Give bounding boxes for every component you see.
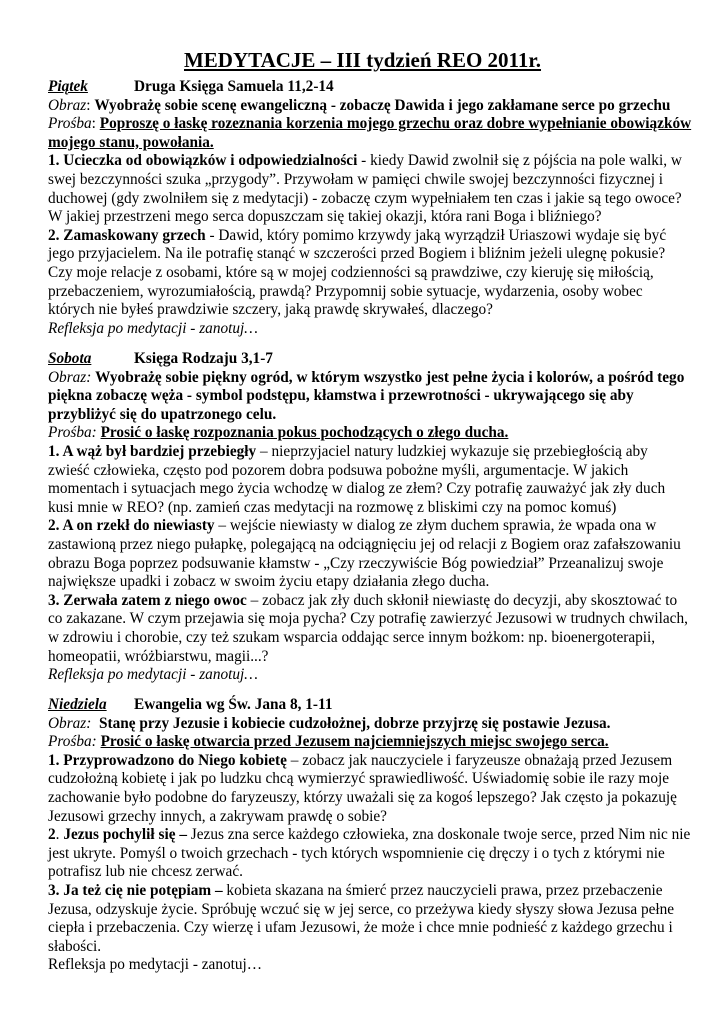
obraz-label: Obraz: — [48, 714, 92, 732]
prosba-label: Prośba — [48, 115, 92, 133]
obraz-separator: : — [86, 96, 95, 114]
reading-reference: Druga Księga Samuela 11,2-14 — [134, 78, 334, 95]
refleksja-note: Refleksja po medytacji - zanotuj… — [48, 319, 258, 337]
point-separator: . — [55, 826, 64, 844]
point-lead: 1. A wąż był bardziej przebiegły — [48, 442, 257, 460]
prosba-text: Poproszę o łaskę rozeznania korzenia mojego grzechu oraz dobre wypełnianie obowiązków mojego stanu, powołania. — [48, 115, 692, 151]
day-section-sobota — [48, 350, 693, 685]
obraz-line — [48, 715, 693, 734]
point-lead: 2 — [48, 826, 56, 844]
meditation-point — [48, 826, 693, 882]
day-header — [48, 78, 693, 97]
prosba-label: Prośba: — [48, 424, 97, 442]
day-header — [48, 350, 693, 369]
prosba-label: Prośba: — [48, 733, 97, 751]
obraz-label: Obraz: — [48, 368, 92, 386]
meditation-point — [48, 227, 693, 320]
reading-reference: Ewangelia wg Św. Jana 8, 1-11 — [134, 696, 333, 713]
prosba-line — [48, 733, 693, 752]
point-lead: 3. Zerwała zatem z niego owoc — [48, 591, 247, 609]
obraz-text: Wyobrażę sobie scenę ewangeliczną - zobaczę Dawida i jego zakłamane serce po grzechu — [94, 96, 671, 114]
prosba-text: Prosić o łaskę rozpoznania pokus pochodzących o złego ducha. — [100, 424, 509, 442]
day-section-niedziela — [48, 696, 693, 975]
point-lead: 1. Przyprowadzono do Niego kobietę — [48, 751, 287, 769]
meditation-point — [48, 443, 693, 517]
point-text: Jezus zna serce każdego człowieka, zna doskonale twoje serce, przed Nim nic nie jest ukryte. Pomyśl o twoich grzechach - tych których wspomnienie cię dręczy i o tych z którymi nie potrafisz lub nie chcesz zerwać. — [48, 826, 691, 881]
obraz-line — [48, 369, 693, 425]
meditation-point — [48, 592, 693, 666]
prosba-line — [48, 115, 693, 152]
obraz-separator — [91, 715, 99, 732]
prosba-line — [48, 424, 693, 443]
meditation-point — [48, 882, 693, 956]
point-lead: 3. Ja też cię nie potępiam – — [48, 881, 223, 899]
prosba-text: Prosić o łaskę otwarcia przed Jezusem najciemniejszych miejsc swojego serca. — [100, 733, 609, 751]
day-name: Piątek — [48, 78, 88, 95]
point-text: - Dawid, który pomimo krzywdy jaką wyrządził Uriaszowi wydaje się być jego przyjacielem. Na ile potrafię stanąć w szczerości przed Bogiem i bliźnim jeżeli ulegnę pokusie? Czy moje relacje z osobami, które są w mojej codzienności są prawdziwe, czy kieruję się miłością, przebaczeniem, wyrozumiałością, prawdą? Przypomnij sobie sytuacje, wydarzenia, osoby wobec których nie byłeś prawdziwie szczery, jaką prawdę skrywałeś, dlaczego? — [48, 226, 667, 319]
day-name: Sobota — [48, 350, 92, 367]
point-lead: 2. Zamaskowany grzech — [48, 226, 206, 244]
obraz-line — [48, 97, 693, 116]
point-text: – wejście niewiasty w dialog ze złym duchem sprawia, że wpada ona w zastawioną przez niego pułapkę, polegającą na odciągnięciu jej od relacji z Bogiem oraz zafałszowaniu obrazu Boga poprzez podsuwanie kłamstw - „Czy rzeczywiście Bóg powiedział” Przeanalizuj swoje największe upadki i zobacz w swoim życiu etapy działania złego ducha. — [48, 517, 681, 591]
day-name: Niedziela — [48, 696, 107, 713]
obraz-text: Wyobrażę sobie piękny ogród, w którym wszystko jest pełne życia i kolorów, a pośród tego piękna zobaczę węża - symbol podstępu, kłamstwa i przewrotności - ukrywającego się aby przybliżyć się do upatrzonego celu. — [48, 368, 685, 423]
meditation-point — [48, 752, 693, 826]
meditation-point — [48, 517, 693, 591]
page-title: MEDYTACJE – III tydzień REO 2011r. — [183, 48, 542, 72]
point-lead-text: Jezus pochylił się – — [63, 826, 187, 844]
reading-reference: Księga Rodzaju 3,1-7 — [134, 350, 273, 367]
refleksja-note: Refleksja po medytacji - zanotuj… — [48, 666, 258, 684]
day-header — [48, 696, 693, 715]
refleksja-note: Refleksja po medytacji - zanotuj… — [48, 956, 263, 974]
point-text: – zobacz jak nauczyciele i faryzeusze obnażają przed Jezusem cudzołożną kobietę i jak po ludzku chcą wymierzyć sprawiedliwość. Uświadomię sobie ile razy moje zachowanie było podobne do faryzeuszy, którzy uważali się za kogoś lepszego? Jak często ja pokazuję Jezusowi grzechy innych, a zakrywam prawdę o sobie? — [48, 751, 677, 825]
point-text: kobieta skazana na śmierć przez nauczycieli prawa, przez przebaczenie Jezusa, odzyskuje życie. Spróbuję wczuć się w jej serce, co przeżywa kiedy słyszy słowa Jezusa pełne ciepła i przebaczenia. Czy wierzę i ufam Jezusowi, że może i chce mnie podnieść z każdego grzechu i słabości. — [48, 881, 675, 955]
day-section-piatek — [48, 78, 693, 338]
point-lead: 1. Ucieczka od obowiązków i odpowiedzialności — [48, 152, 358, 170]
point-text: - kiedy Dawid zwolnił się z pójścia na pole walki, w swej bezczynności szuka „przygody”. Przywołam w pamięci chwile swojej bezczynności fizycznej i duchowej (gdy zwolniłem się z medytacji) - zobaczę czym wypełniałem ten czas i jakie są tego owoce? W jakiej przestrzeni mego serca dopuszczam się takiej okazji, która rani Boga i bliźniego? — [48, 152, 682, 226]
obraz-label: Obraz — [48, 96, 87, 114]
point-text: – zobacz jak zły duch skłonił niewiastę do decyzji, aby skosztować to co zakazane. W czym przejawia się moja pycha? Czy potrafię zawierzyć Jezusowi w trudnych chwilach, w zdrowiu i chorobie, czy też szukam wsparcia oddając serce innym bożkom: np. bioenergoterapii, homeopatii, wróżbiarstwu, magii...? — [48, 591, 688, 665]
point-text: – nieprzyjaciel natury ludzkiej wykazuje się przebiegłością aby zwieść człowieka, często pod pozorem dobra podsuwa pobożne myśli, argumentacje. W jakich momentach i sytuacjach mego życia wchodzę w dialog ze złem? Czy potrafię zauważyć jak zły duch kusi mnie w REO? (np. zamień czas medytacji na rozmowę z bliskimi czy na pomoc komuś) — [48, 442, 666, 516]
prosba-separator: : — [91, 115, 100, 133]
point-lead: 2. A on rzekł do niewiasty — [48, 517, 215, 535]
obraz-text: Stanę przy Jezusie i kobiecie cudzołożnej, dobrze przyjrzę się postawie Jezusa. — [99, 714, 611, 732]
meditation-point — [48, 152, 693, 226]
